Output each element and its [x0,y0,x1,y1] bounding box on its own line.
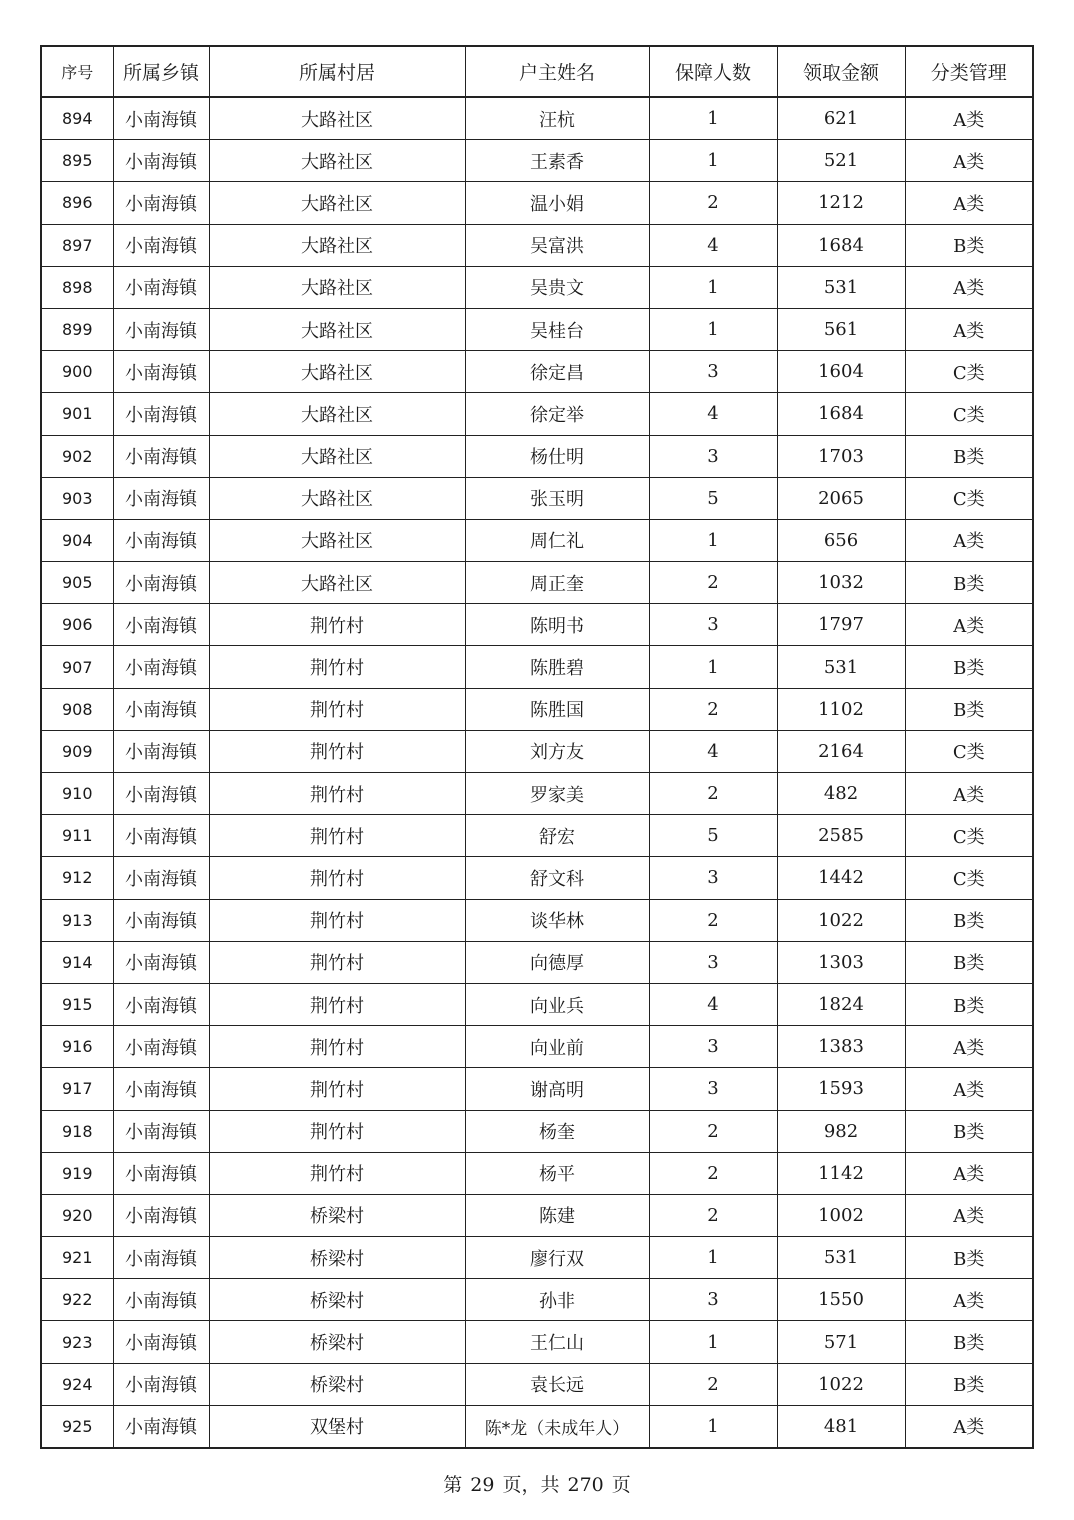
cell-count: 3 [649,435,777,477]
cell-name: 吴富洪 [465,224,649,266]
cell-category: A类 [905,773,1033,815]
cell-count: 2 [649,1194,777,1236]
cell-amount: 1684 [777,224,905,266]
cell-town: 小南海镇 [113,646,209,688]
cell-amount: 531 [777,646,905,688]
cell-name: 罗家美 [465,773,649,815]
cell-seq: 919 [41,1152,113,1194]
cell-seq: 921 [41,1237,113,1279]
cell-seq: 911 [41,815,113,857]
cell-village: 荆竹村 [209,1110,465,1152]
cell-town: 小南海镇 [113,899,209,941]
table-row [41,899,1033,941]
cell-village: 荆竹村 [209,1152,465,1194]
cell-village: 大路社区 [209,266,465,308]
cell-village: 荆竹村 [209,983,465,1025]
cell-town: 小南海镇 [113,351,209,393]
cell-town: 小南海镇 [113,97,209,140]
cell-amount: 1022 [777,899,905,941]
cell-name: 杨平 [465,1152,649,1194]
cell-seq: 900 [41,351,113,393]
cell-town: 小南海镇 [113,308,209,350]
table-row [41,688,1033,730]
table-row [41,646,1033,688]
cell-amount: 482 [777,773,905,815]
header-amount: 领取金额 [777,46,905,97]
cell-amount: 656 [777,519,905,561]
cell-count: 2 [649,899,777,941]
cell-seq: 903 [41,477,113,519]
cell-name: 杨奎 [465,1110,649,1152]
table-header [41,46,1033,97]
cell-seq: 918 [41,1110,113,1152]
cell-town: 小南海镇 [113,562,209,604]
cell-count: 3 [649,1279,777,1321]
cell-seq: 894 [41,97,113,140]
cell-village: 桥梁村 [209,1321,465,1363]
cell-seq: 902 [41,435,113,477]
cell-seq: 925 [41,1405,113,1448]
cell-count: 1 [649,308,777,350]
cell-village: 桥梁村 [209,1363,465,1405]
cell-amount: 1550 [777,1279,905,1321]
cell-village: 荆竹村 [209,1068,465,1110]
cell-name: 向德厚 [465,941,649,983]
cell-count: 3 [649,604,777,646]
cell-amount: 1212 [777,182,905,224]
cell-count: 2 [649,1363,777,1405]
cell-name: 陈胜国 [465,688,649,730]
table-body [41,97,1033,1448]
cell-seq: 913 [41,899,113,941]
cell-name: 向业前 [465,1026,649,1068]
cell-village: 大路社区 [209,97,465,140]
table-row [41,1405,1033,1448]
cell-seq: 910 [41,773,113,815]
cell-count: 2 [649,1152,777,1194]
cell-amount: 521 [777,140,905,182]
cell-seq: 908 [41,688,113,730]
cell-category: B类 [905,562,1033,604]
cell-village: 荆竹村 [209,857,465,899]
table-row [41,1152,1033,1194]
cell-count: 2 [649,562,777,604]
cell-name: 杨仕明 [465,435,649,477]
cell-town: 小南海镇 [113,688,209,730]
cell-town: 小南海镇 [113,1110,209,1152]
table-row [41,562,1033,604]
header-row [41,46,1033,97]
cell-town: 小南海镇 [113,182,209,224]
cell-village: 荆竹村 [209,646,465,688]
cell-amount: 1383 [777,1026,905,1068]
cell-village: 大路社区 [209,393,465,435]
cell-category: B类 [905,983,1033,1025]
cell-name: 陈*龙（未成年人） [465,1405,649,1448]
cell-village: 大路社区 [209,351,465,393]
cell-name: 孙非 [465,1279,649,1321]
cell-category: C类 [905,393,1033,435]
table-row [41,857,1033,899]
cell-amount: 1604 [777,351,905,393]
cell-seq: 914 [41,941,113,983]
cell-count: 5 [649,477,777,519]
cell-amount: 1442 [777,857,905,899]
cell-category: A类 [905,1194,1033,1236]
cell-town: 小南海镇 [113,983,209,1025]
cell-town: 小南海镇 [113,519,209,561]
cell-count: 1 [649,1237,777,1279]
cell-village: 荆竹村 [209,688,465,730]
cell-count: 1 [649,140,777,182]
roster-table [40,45,1034,1449]
cell-category: B类 [905,224,1033,266]
cell-seq: 898 [41,266,113,308]
cell-count: 3 [649,857,777,899]
cell-amount: 1102 [777,688,905,730]
cell-category: B类 [905,1363,1033,1405]
cell-category: A类 [905,97,1033,140]
cell-village: 荆竹村 [209,773,465,815]
cell-category: B类 [905,941,1033,983]
cell-seq: 916 [41,1026,113,1068]
table-row [41,182,1033,224]
cell-count: 1 [649,266,777,308]
cell-name: 王仁山 [465,1321,649,1363]
cell-name: 廖行双 [465,1237,649,1279]
cell-count: 3 [649,1068,777,1110]
cell-count: 2 [649,688,777,730]
cell-category: B类 [905,1321,1033,1363]
cell-seq: 920 [41,1194,113,1236]
table-row [41,773,1033,815]
cell-category: A类 [905,519,1033,561]
cell-name: 周仁礼 [465,519,649,561]
table-row [41,1321,1033,1363]
cell-village: 桥梁村 [209,1194,465,1236]
cell-name: 周正奎 [465,562,649,604]
cell-town: 小南海镇 [113,435,209,477]
cell-village: 大路社区 [209,435,465,477]
cell-category: B类 [905,435,1033,477]
cell-count: 3 [649,351,777,393]
cell-amount: 2585 [777,815,905,857]
cell-category: C类 [905,351,1033,393]
cell-town: 小南海镇 [113,815,209,857]
header-town: 所属乡镇 [113,46,209,97]
cell-count: 5 [649,815,777,857]
table-row [41,224,1033,266]
table-row [41,435,1033,477]
cell-town: 小南海镇 [113,1068,209,1110]
cell-category: C类 [905,477,1033,519]
table-row [41,1279,1033,1321]
cell-village: 双堡村 [209,1405,465,1448]
cell-name: 陈建 [465,1194,649,1236]
cell-count: 2 [649,182,777,224]
cell-category: C类 [905,730,1033,772]
cell-category: A类 [905,1279,1033,1321]
cell-name: 舒宏 [465,815,649,857]
cell-amount: 982 [777,1110,905,1152]
cell-seq: 912 [41,857,113,899]
table-row [41,1237,1033,1279]
page-footer: 第 29 页，共 270 页 [443,1474,631,1496]
cell-town: 小南海镇 [113,140,209,182]
cell-town: 小南海镇 [113,224,209,266]
cell-seq: 895 [41,140,113,182]
cell-town: 小南海镇 [113,730,209,772]
cell-village: 大路社区 [209,562,465,604]
cell-count: 4 [649,730,777,772]
cell-seq: 917 [41,1068,113,1110]
cell-town: 小南海镇 [113,1237,209,1279]
cell-town: 小南海镇 [113,857,209,899]
header-village: 所属村居 [209,46,465,97]
table-row [41,266,1033,308]
cell-name: 谢高明 [465,1068,649,1110]
cell-amount: 1703 [777,435,905,477]
table-row [41,1363,1033,1405]
cell-category: A类 [905,1152,1033,1194]
cell-seq: 899 [41,308,113,350]
cell-seq: 922 [41,1279,113,1321]
cell-village: 大路社区 [209,308,465,350]
cell-name: 吴贵文 [465,266,649,308]
table-row [41,604,1033,646]
cell-amount: 1032 [777,562,905,604]
cell-name: 张玉明 [465,477,649,519]
cell-count: 4 [649,224,777,266]
cell-name: 陈胜碧 [465,646,649,688]
cell-name: 刘方友 [465,730,649,772]
cell-village: 大路社区 [209,182,465,224]
cell-amount: 531 [777,266,905,308]
table-row [41,477,1033,519]
table-row [41,1068,1033,1110]
header-householder: 户主姓名 [465,46,649,97]
cell-town: 小南海镇 [113,1279,209,1321]
cell-seq: 924 [41,1363,113,1405]
cell-amount: 1797 [777,604,905,646]
cell-amount: 2164 [777,730,905,772]
cell-village: 荆竹村 [209,1026,465,1068]
cell-amount: 1142 [777,1152,905,1194]
cell-name: 谈华林 [465,899,649,941]
table-row [41,941,1033,983]
cell-category: A类 [905,1026,1033,1068]
cell-name: 徐定举 [465,393,649,435]
cell-village: 大路社区 [209,477,465,519]
cell-town: 小南海镇 [113,1152,209,1194]
cell-count: 4 [649,393,777,435]
cell-category: A类 [905,182,1033,224]
cell-amount: 1684 [777,393,905,435]
cell-count: 3 [649,941,777,983]
cell-town: 小南海镇 [113,1194,209,1236]
cell-town: 小南海镇 [113,773,209,815]
cell-count: 4 [649,983,777,1025]
table-row [41,140,1033,182]
header-category: 分类管理 [905,46,1033,97]
cell-village: 大路社区 [209,519,465,561]
cell-town: 小南海镇 [113,266,209,308]
cell-name: 陈明书 [465,604,649,646]
header-covered-count: 保障人数 [649,46,777,97]
cell-amount: 2065 [777,477,905,519]
cell-village: 荆竹村 [209,941,465,983]
cell-amount: 1593 [777,1068,905,1110]
cell-town: 小南海镇 [113,1026,209,1068]
cell-village: 荆竹村 [209,815,465,857]
roster-sheet [40,45,1032,1449]
cell-amount: 621 [777,97,905,140]
cell-village: 荆竹村 [209,899,465,941]
table-row [41,351,1033,393]
cell-name: 向业兵 [465,983,649,1025]
cell-amount: 481 [777,1405,905,1448]
cell-category: A类 [905,1405,1033,1448]
cell-seq: 905 [41,562,113,604]
table-row [41,1194,1033,1236]
cell-amount: 561 [777,308,905,350]
cell-count: 3 [649,1026,777,1068]
table-row [41,983,1033,1025]
cell-category: C类 [905,815,1033,857]
cell-category: B类 [905,646,1033,688]
cell-seq: 909 [41,730,113,772]
cell-town: 小南海镇 [113,477,209,519]
cell-town: 小南海镇 [113,941,209,983]
cell-village: 荆竹村 [209,730,465,772]
cell-name: 温小娟 [465,182,649,224]
cell-category: B类 [905,899,1033,941]
cell-category: A类 [905,604,1033,646]
cell-name: 王素香 [465,140,649,182]
cell-seq: 923 [41,1321,113,1363]
cell-name: 吴桂台 [465,308,649,350]
cell-village: 大路社区 [209,224,465,266]
cell-town: 小南海镇 [113,1363,209,1405]
cell-count: 1 [649,519,777,561]
cell-seq: 915 [41,983,113,1025]
cell-seq: 904 [41,519,113,561]
cell-town: 小南海镇 [113,604,209,646]
cell-category: A类 [905,1068,1033,1110]
cell-category: C类 [905,857,1033,899]
cell-village: 大路社区 [209,140,465,182]
cell-seq: 901 [41,393,113,435]
cell-seq: 896 [41,182,113,224]
cell-town: 小南海镇 [113,393,209,435]
table-row [41,308,1033,350]
cell-category: B类 [905,1110,1033,1152]
table-row [41,519,1033,561]
cell-seq: 897 [41,224,113,266]
cell-count: 1 [649,646,777,688]
cell-town: 小南海镇 [113,1405,209,1448]
table-row [41,815,1033,857]
cell-name: 徐定昌 [465,351,649,393]
cell-count: 1 [649,1405,777,1448]
table-row [41,97,1033,140]
table-row [41,730,1033,772]
cell-count: 2 [649,773,777,815]
table-row [41,1026,1033,1068]
cell-count: 1 [649,1321,777,1363]
cell-amount: 1303 [777,941,905,983]
cell-amount: 1824 [777,983,905,1025]
cell-count: 2 [649,1110,777,1152]
cell-name: 汪杭 [465,97,649,140]
cell-count: 1 [649,97,777,140]
header-seq: 序号 [41,46,113,97]
cell-amount: 571 [777,1321,905,1363]
cell-town: 小南海镇 [113,1321,209,1363]
cell-category: B类 [905,1237,1033,1279]
cell-village: 桥梁村 [209,1279,465,1321]
table-row [41,393,1033,435]
cell-category: B类 [905,688,1033,730]
cell-seq: 906 [41,604,113,646]
table-row [41,1110,1033,1152]
cell-name: 舒文科 [465,857,649,899]
cell-amount: 1022 [777,1363,905,1405]
cell-village: 荆竹村 [209,604,465,646]
cell-amount: 1002 [777,1194,905,1236]
cell-category: A类 [905,266,1033,308]
cell-village: 桥梁村 [209,1237,465,1279]
cell-seq: 907 [41,646,113,688]
cell-amount: 531 [777,1237,905,1279]
cell-category: A类 [905,140,1033,182]
cell-name: 袁长远 [465,1363,649,1405]
cell-category: A类 [905,308,1033,350]
